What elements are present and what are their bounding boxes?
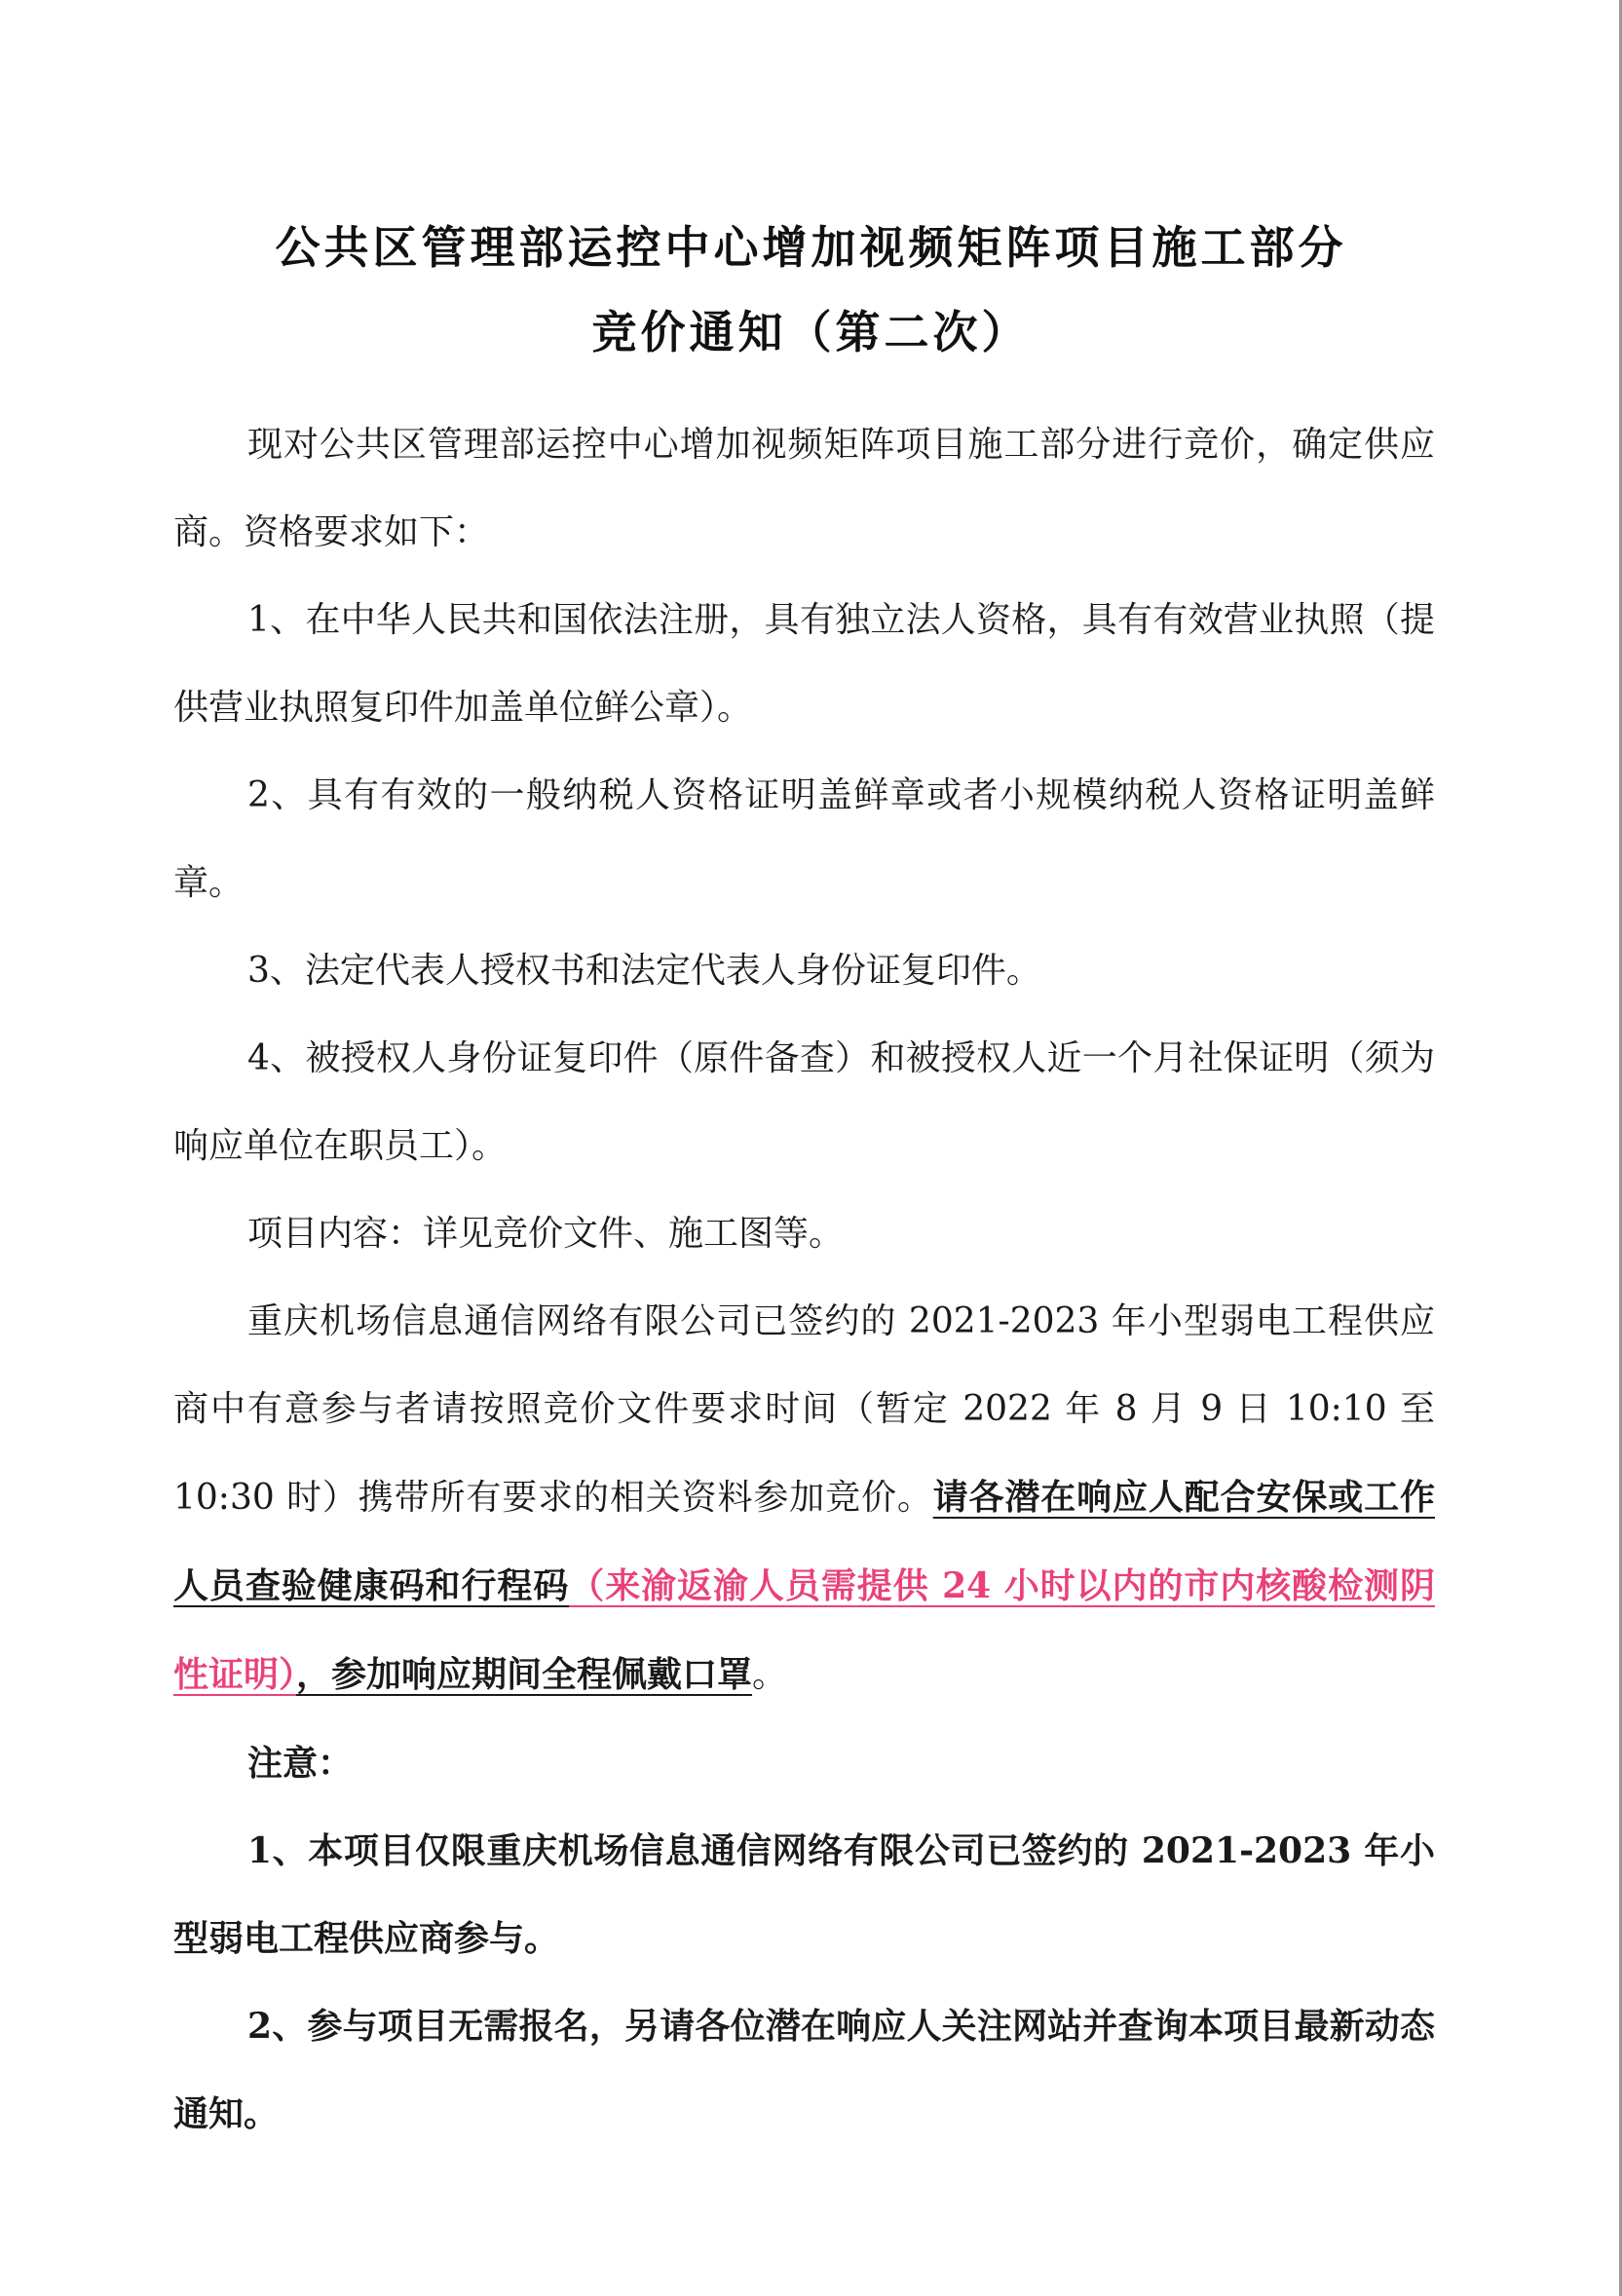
requirement-4: 4、被授权人身份证复印件（原件备查）和被授权人近一个月社保证明（须为响应单位在职员工）。 [173,1038,1435,1166]
requirement-3: 3、法定代表人授权书和法定代表人身份证复印件。 [247,951,1041,991]
requirement-2: 2、具有有效的一般纳税人资格证明盖鲜章或者小规模纳税人资格证明盖鲜章。 [173,775,1435,903]
document-title-line-2: 竞价通知（第二次） [591,306,1031,358]
note-2: 2、参与项目无需报名，另请各位潜在响应人关注网站并查询本项目最新动态通知。 [173,2006,1435,2134]
document-body [173,401,1435,2158]
requirement-1: 1、在中华人民共和国依法注册，具有独立法人资格，具有有效营业执照（提供营业执照复印件加盖单位鲜公章）。 [173,600,1435,728]
notes-heading: 注意： [247,1743,354,1784]
project-content: 项目内容：详见竞价文件、施工图等。 [247,1214,845,1254]
intro-paragraph: 现对公共区管理部运控中心增加视频矩阵项目施工部分进行竞价，确定供应商。资格要求如下： [173,425,1435,552]
nucleic-test-notice: （来渝返渝人员需提供 24 小时以内的市内核酸检测阴性证明） [173,1565,1435,1695]
document-title-line-1: 公共区管理部运控中心增加视频矩阵项目施工部分 [275,221,1347,274]
note-1: 1、本项目仅限重庆机场信息通信网络有限公司已签约的 2021-2023 年小型弱电工程供应商参与。 [173,1830,1435,1959]
schedule-text: 重庆机场信息通信网络有限公司已签约的 2021-2023 年小型弱电工程供应商中有意参与者请按照竞价文件要求时间（暂定 2022 年 8 月 9 日 10:10 至 10:30 时）携带所有要求的相关资料参加竞价。 [173,1301,1435,1518]
schedule-ending: 。 [752,1655,788,1695]
health-check-notice: 请各潜在响应人配合安保或工作人员查验健康码和行程码 [173,1477,1435,1606]
schedule-paragraph [173,1278,1435,1719]
mask-notice: ，参加响应期间全程佩戴口罩 [296,1654,753,1695]
